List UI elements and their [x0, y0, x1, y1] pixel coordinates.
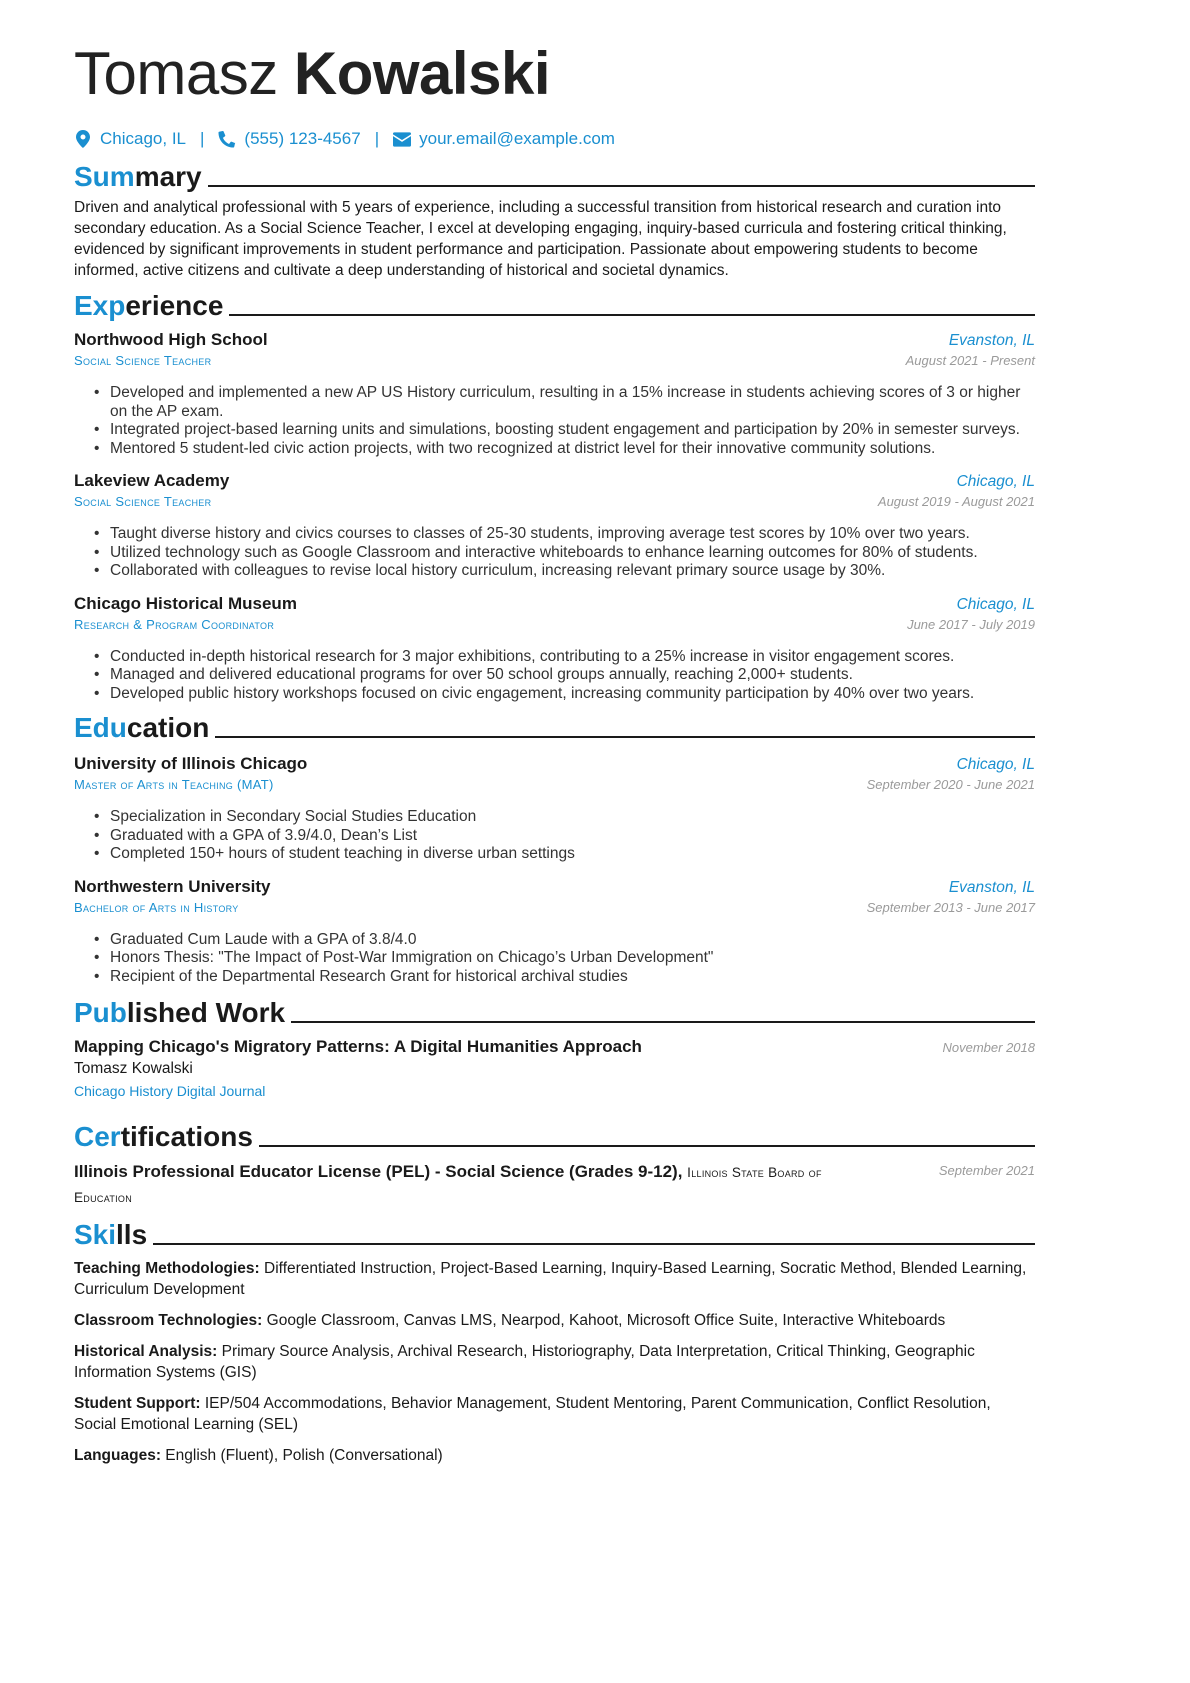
bullet-item: • Specialization in Secondary Social Studies Education	[94, 808, 1035, 827]
publication-date: November 2018	[942, 1040, 1035, 1055]
entry-dates: August 2021 - Present	[905, 353, 1035, 368]
bullet-item: • Developed public history workshops focused on civic engagement, increasing community participation by 40% over two years.	[94, 685, 1035, 704]
certification-issuer: Illinois State Board of Education	[74, 1165, 822, 1205]
role-title: Social Science Teacher	[74, 353, 212, 368]
skill-value: Differentiated Instruction, Project-Based Learning, Inquiry-Based Learning, Socratic Method, Blended Learning, Curriculum Development	[74, 1260, 1027, 1298]
skill-value: Primary Source Analysis, Archival Research, Historiography, Data Interpretation, Critical Thinking, Geographic Information Systems (GIS)	[74, 1343, 975, 1381]
skill-label: Languages:	[74, 1447, 161, 1464]
skill-group	[74, 1258, 1035, 1300]
publication-entry	[74, 1036, 1035, 1102]
education-heading	[74, 709, 1035, 743]
summary-text: Driven and analytical professional with 5 years of experience, including a successful transition from historical research and curation into secondary education. As a Social Science Teacher, I excel at developing engaging, inquiry-based curricula and fostering critical thinking, evidenced by significant improvements in student performance and participation. Passionate about empowering students to become informed, active citizens and cultivate a deep understanding of historical and societal dynamics.	[74, 199, 1007, 279]
section-title: Experience	[74, 290, 224, 321]
skill-group	[74, 1341, 1035, 1383]
bullet-item: • Graduated with a GPA of 3.9/4.0, Dean’s List	[94, 827, 1035, 846]
bullet-list	[74, 931, 1035, 987]
section-rule	[208, 185, 1035, 187]
map-pin-icon	[74, 129, 92, 149]
section-rule	[259, 1145, 1035, 1147]
summary-heading	[74, 158, 1035, 192]
entry-dates: September 2013 - June 2017	[866, 899, 1035, 915]
resume-page	[74, 40, 1035, 1476]
bullet-item: • Taught diverse history and civics courses to classes of 25-30 students, improving average test scores by 10% over two years.	[94, 525, 1035, 544]
entry-location: Chicago, IL	[956, 756, 1035, 773]
bullet-item: • Managed and delivered educational programs for over 50 school groups annually, reaching 2,000+ students.	[94, 666, 1035, 685]
experience-entry	[74, 470, 1035, 581]
skill-value: IEP/504 Accommodations, Behavior Management, Student Mentoring, Parent Communication, Conflict Resolution, Social Emotional Learning (SEL)	[74, 1395, 991, 1433]
bullet-item: • Completed 150+ hours of student teaching in diverse urban settings	[94, 845, 1035, 864]
bullet-list	[74, 808, 1035, 864]
contact-line	[74, 128, 1035, 150]
skill-label: Teaching Methodologies:	[74, 1260, 260, 1277]
envelope-icon	[393, 129, 411, 149]
experience-entry	[74, 329, 1035, 458]
skills-list	[74, 1258, 1035, 1466]
experience-entry	[74, 593, 1035, 704]
degree-title: Master of Arts in Teaching (MAT)	[74, 777, 274, 792]
certification-name: Illinois Professional Educator License (PEL) - Social Science (Grades 9-12)	[74, 1162, 678, 1181]
bullet-list	[74, 648, 1035, 704]
experience-heading	[74, 287, 1035, 321]
section-rule	[229, 314, 1035, 316]
entry-dates: June 2017 - July 2019	[907, 616, 1035, 632]
education-entry	[74, 876, 1035, 987]
bullet-item: • Utilized technology such as Google Classroom and interactive whiteboards to enhance learning outcomes for 80% of students.	[94, 544, 1035, 563]
skills-heading	[74, 1216, 1035, 1250]
skill-group	[74, 1310, 1035, 1331]
skill-label: Student Support:	[74, 1395, 201, 1412]
certification-entry	[74, 1160, 1035, 1210]
role-title: Research & Program Coordinator	[74, 616, 275, 632]
skill-label: Classroom Technologies:	[74, 1312, 263, 1329]
publication-author: Tomasz Kowalski	[74, 1060, 193, 1077]
location-text: Chicago, IL	[100, 129, 186, 148]
entry-dates: August 2019 - August 2021	[877, 494, 1035, 509]
bullet-item: • Integrated project-based learning units and simulations, boosting student engagement and participation by 20% in semester surveys.	[94, 421, 1035, 440]
bullet-item: • Developed and implemented a new AP US History curriculum, resulting in a 15% increase in students achieving scores of 3 or higher on the AP exam.	[94, 384, 1035, 421]
bullet-list	[74, 384, 1035, 458]
section-rule	[215, 736, 1035, 738]
publication-venue: Chicago History Digital Journal	[74, 1083, 266, 1099]
skill-value: Google Classroom, Canvas LMS, Nearpod, Kahoot, Microsoft Office Suite, Interactive Whiteboards	[266, 1312, 946, 1329]
skill-group	[74, 1393, 1035, 1435]
entry-location: Chicago, IL	[956, 473, 1035, 490]
email-link[interactable]: your.email@example.com	[419, 129, 615, 148]
publication-title: Mapping Chicago's Migratory Patterns: A Digital Humanities Approach	[74, 1037, 642, 1056]
section-rule	[153, 1243, 1035, 1245]
education-entry	[74, 753, 1035, 864]
section-title: Summary	[74, 161, 202, 192]
bullet-item: • Graduated Cum Laude with a GPA of 3.8/4.0	[94, 931, 1035, 950]
phone-text: (555) 123-4567	[244, 129, 361, 148]
school-name: Northwestern University	[74, 876, 271, 896]
candidate-name	[74, 40, 1035, 108]
certification-date: September 2021	[938, 1163, 1035, 1178]
section-title: Education	[74, 712, 210, 743]
last-name: Kowalski	[293, 40, 550, 107]
org-name: Chicago Historical Museum	[74, 593, 297, 613]
org-name: Northwood High School	[74, 330, 268, 349]
section-title: Published Work	[74, 997, 286, 1028]
role-title: Social Science Teacher	[74, 494, 212, 509]
section-title: Skills	[74, 1219, 148, 1250]
published-heading	[74, 994, 1035, 1028]
section-title: Certifications	[74, 1121, 253, 1152]
bullet-item: • Honors Thesis: "The Impact of Post-War Immigration on Chicago’s Urban Development"	[94, 949, 1035, 968]
org-name: Lakeview Academy	[74, 471, 230, 490]
entry-location: Chicago, IL	[956, 595, 1035, 613]
bullet-item: • Recipient of the Departmental Research Grant for historical archival studies	[94, 968, 1035, 987]
entry-location: Evanston, IL	[948, 332, 1035, 349]
certification-line: Illinois Professional Educator License (PEL) - Social Science (Grades 9-12), Illinois State Board of Education	[74, 1162, 822, 1205]
bullet-list	[74, 525, 1035, 581]
contact-separator: |	[374, 129, 380, 148]
skill-value: English (Fluent), Polish (Conversational)	[165, 1447, 443, 1464]
phone-icon	[218, 129, 236, 149]
skill-group	[74, 1445, 1035, 1466]
entry-location: Evanston, IL	[948, 878, 1035, 896]
bullet-item: • Mentored 5 student-led civic action projects, with two recognized at district level for their innovative community solutions.	[94, 440, 1035, 459]
section-rule	[291, 1021, 1035, 1023]
school-name: University of Illinois Chicago	[74, 754, 308, 773]
bullet-item: • Collaborated with colleagues to revise local history curriculum, increasing relevant primary source usage by 30%.	[94, 562, 1035, 581]
certifications-heading	[74, 1118, 1035, 1152]
contact-separator: |	[200, 129, 205, 148]
first-name: Tomasz	[74, 40, 278, 107]
bullet-item: • Conducted in-depth historical research for 3 major exhibitions, contributing to a 25% increase in visitor engagement scores.	[94, 648, 1035, 667]
degree-title: Bachelor of Arts in History	[74, 899, 239, 915]
entry-dates: September 2020 - June 2021	[866, 777, 1035, 792]
skill-label: Historical Analysis:	[74, 1343, 218, 1360]
